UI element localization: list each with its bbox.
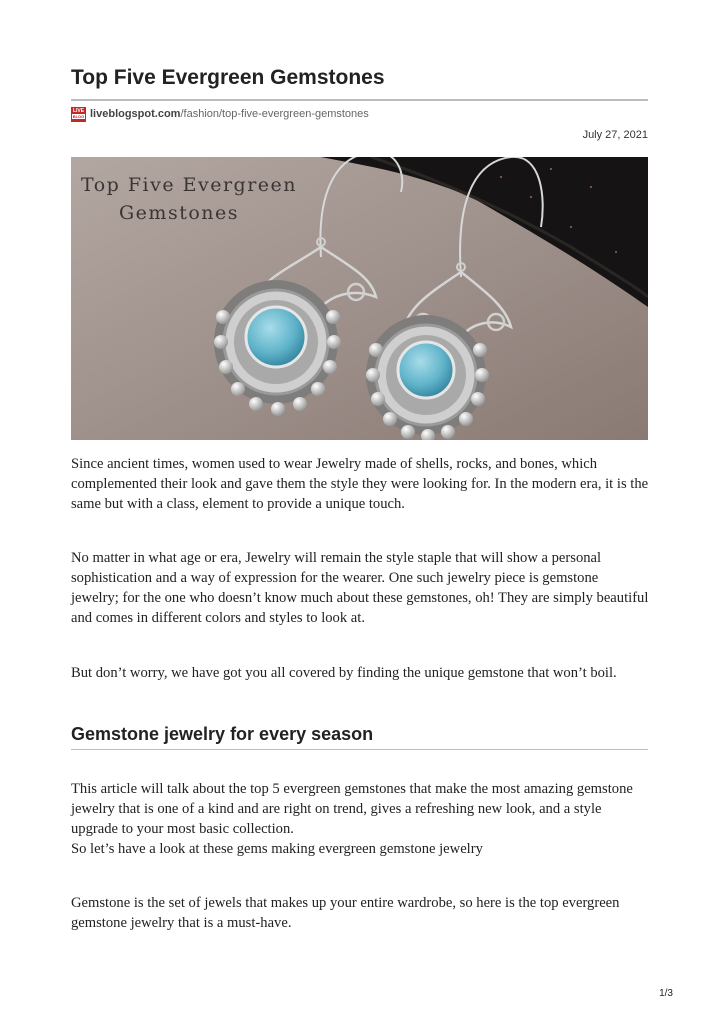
page-number: 1/3 xyxy=(659,988,673,999)
overlay-title-line1: Top Five Evergreen xyxy=(81,174,298,196)
overlay-title-line2: Gemstones xyxy=(119,202,239,224)
section-paragraph-1: This article will talk about the top 5 evergreen gemstones that make the most amazing gemstone jewelry that is one of a kind and are right on trend, gives a refreshing new look, and a style upgrade to your most basic collection. xyxy=(71,781,633,837)
source-line xyxy=(71,106,369,122)
section-divider xyxy=(71,749,648,750)
intro-paragraph-1: Since ancient times, women used to wear Jewelry made of shells, rocks, and bones, which complemented their look and gave them the style they were looking for. In the modern era, it is the same but with a class, element to provide a unique touch. xyxy=(71,456,649,512)
publish-date: July 27, 2021 xyxy=(582,129,648,141)
title-divider xyxy=(71,99,648,101)
site-logo-icon: LIVE BLOG xyxy=(71,107,86,122)
source-path[interactable]: /fashion/top-five-evergreen-gemstones xyxy=(180,108,369,120)
intro-paragraph-3: But don’t worry, we have got you all covered by finding the unique gemstone that won’t boil. xyxy=(71,665,617,681)
intro-paragraph-2: No matter in what age or era, Jewelry will remain the style staple that will show a personal sophistication and a way of expression for the wearer. One such jewelry piece is gemstone jewelry; for the one who doesn’t know much about these gemstones, oh! They are simply beautiful and comes in different colors and styles to look at. xyxy=(71,550,649,626)
source-domain[interactable]: liveblogspot.com xyxy=(90,108,181,120)
page-title: Top Five Evergreen Gemstones xyxy=(71,66,385,89)
section-paragraph-3: Gemstone is the set of jewels that makes up your entire wardrobe, so here is the top evergreen gemstone jewelry that is a must-have. xyxy=(71,895,620,931)
section-paragraph-2: So let’s have a look at these gems making evergreen gemstone jewelry xyxy=(71,841,483,857)
hero-image xyxy=(71,157,648,440)
section-heading: Gemstone jewelry for every season xyxy=(71,724,374,744)
